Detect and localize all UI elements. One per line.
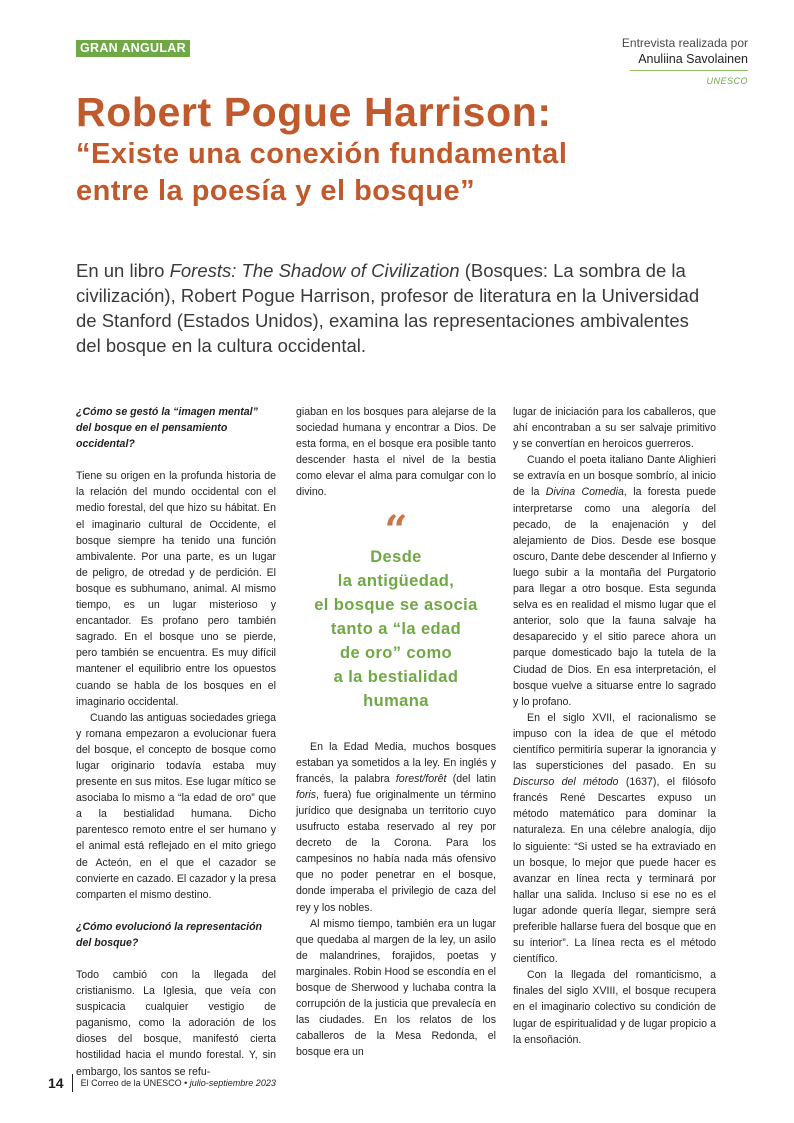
issue-date: julio-septiembre 2023 bbox=[189, 1078, 276, 1088]
column-3 bbox=[513, 404, 716, 1048]
pull-quote-line: la antigüedad, bbox=[337, 571, 455, 590]
text-run: , fuera) fue originalmente un término jurídico que designaba un territorio cuyo usufructo estaba reservado al rey por decreto de la Corona. Para los campesinos no había nada más ofensivo que no poder penetrar en el bosque, donde imperaba el privilegio de caza del rey y los nobles. bbox=[296, 788, 496, 914]
quote-mark-icon: “ bbox=[384, 506, 408, 554]
lede-text-1: En un libro bbox=[76, 260, 170, 281]
pull-quote-line: a la bestialidad bbox=[333, 667, 459, 686]
paragraph: giaban en los bosques para alejarse de la sociedad humana y encontrar a Dios. De esta forma, en el bosque era posible tanto descender hasta el nivel de la bestia como elevar el alma para comulgar con lo divino. bbox=[296, 406, 496, 499]
text-run: En la Edad Media, muchos bosques estaban ya sometidos a la ley. En inglés y francés, la palabra bbox=[296, 740, 496, 785]
paragraph: Todo cambió con la llegada del cristianismo. La Iglesia, que veía con suspicacia cualquier vestigio de paganismo, como la adoración de los dioses del bosque, manifestó cierta hostilidad hacia el mundo forestal. Y, sin embargo, los santos se refu- bbox=[76, 969, 276, 1078]
interview-question: ¿Cómo se gestó la “imagen mental” del bosque en el pensamiento occidental? bbox=[76, 406, 258, 451]
footer-divider bbox=[72, 1074, 73, 1092]
emphasis: Divina Comedia bbox=[545, 486, 624, 499]
column-1 bbox=[76, 404, 276, 1080]
text-run: (1637), el filósofo francés René Descartes expuso un método matemático para dominar la naturaleza. En una célebre analogía, dijo lo siguiente: “Si usted se ha extraviado en un bosque, lo mejor que puede hacer es avanzar en línea recta y terminará por hallar una salida. Incluso si ese no es el lugar adonde quería llegar, siempre será preferible hallarse fuera del bosque que en su interior”. La línea recta es el método científico. bbox=[513, 776, 716, 966]
title-main: Robert Pogue Harrison: bbox=[76, 89, 552, 135]
page-number: 14 bbox=[48, 1075, 64, 1091]
paragraph bbox=[296, 739, 496, 916]
paragraph: Tiene su origen en la profunda historia de la relación del mundo occidental con el medio forestal, del que hizo su hábitat. En el imaginario cultural de Occidente, el bosque siempre ha tenido una función ambivalente. Por una parte, es un lugar de peligro, de otredad y de perdición. El bosque es subhumano, animal. Al mismo tiempo, es un lugar misterioso y encantador. Es profano pero también sagrado. En el bosque uno se pierde, pero también se encuentra. Es muy difícil mantener el equilibrio entre los opuestos cuando se habla de los bosques en el imaginario occidental. bbox=[76, 470, 276, 708]
lede-text-2: (Bosques: La sombra de la civilización), Robert Pogue Harrison, profesor de literatura en la Universidad de Stanford (Estados Unidos), examina las representaciones ambivalentes del bosque en la cultura occidental. bbox=[76, 260, 700, 356]
byline bbox=[622, 36, 748, 86]
section-tag: GRAN ANGULAR bbox=[76, 40, 190, 57]
byline-prefix: Entrevista realizada por bbox=[621, 36, 748, 50]
paragraph bbox=[513, 710, 716, 968]
title-sub-line-1: “Existe una conexión fundamental bbox=[76, 138, 568, 170]
page-footer bbox=[48, 1074, 276, 1092]
column-2 bbox=[296, 404, 496, 1060]
pull-quote bbox=[296, 506, 496, 713]
byline-organization: UNESCO bbox=[706, 76, 748, 86]
bullet-separator: • bbox=[181, 1078, 190, 1088]
pull-quote-line: el bosque se asocia bbox=[314, 595, 478, 614]
pull-quote-line: tanto a “la edad bbox=[330, 619, 462, 638]
paragraph bbox=[513, 452, 716, 710]
title-sub-line-2: entre la poesía y el bosque” bbox=[76, 175, 476, 207]
paragraph: lugar de iniciación para los caballeros, que ahí encontraban a su ser salvaje primitivo y se convertían en heroicos guerreros. bbox=[513, 406, 716, 451]
footer-publication bbox=[81, 1078, 276, 1088]
paragraph: Con la llegada del romanticismo, a finales del siglo XVIII, el bosque recupera en el imaginario colectivo su condición de lugar de espiritualidad y de lugar propicio a la ensoñación. bbox=[513, 969, 716, 1046]
interview-question: ¿Cómo evolucionó la representación del bosque? bbox=[76, 920, 263, 949]
text-run: , la foresta puede interpretarse como una alegoría del pecado, de la enajenación y del alejamiento de Dios. Desde ese bosque oscuro, Dante debe descender al Infierno y luego subir a la montaña del Purgatorio para llegar a otro bosque. Esta segunda selva es en realidad el mismo lugar que el anterior, solo que la fauna salvaje ha desaparecido y el sitio parece ahora un parque domesticado bajo la tutela de la Ciudad de Dios. En esa interpretación, el bosque vuelve a situarse entre lo sagrado y lo profano. bbox=[513, 486, 716, 708]
emphasis: Discurso del método bbox=[513, 776, 619, 789]
article-title bbox=[76, 88, 766, 210]
lede-paragraph bbox=[76, 258, 716, 358]
pull-quote-line: Desde bbox=[370, 547, 422, 566]
text-run: Cuando el poeta italiano Dante Alighieri se extravía en un bosque sombrío, al inicio de la bbox=[513, 454, 716, 499]
pull-quote-line: de oro” como bbox=[339, 643, 453, 662]
paragraph: Al mismo tiempo, también era un lugar que quedaba al margen de la ley, un asilo de malandrines, forajidos, poetas y marginales. Robin Hood se escondía en el bosque de Sherwood y luchaba contra la corrupción de la justicia que prevalecía en las ciudades. En los relatos de los caballeros de la Mesa Redonda, el bosque era un bbox=[296, 917, 496, 1059]
text-run: En el siglo XVII, el racionalismo se impuso con la idea de que el método científico permitiría superar la ignorancia y las supersticiones del pasado. En su bbox=[513, 711, 716, 773]
text-run: (del latin bbox=[446, 772, 496, 785]
emphasis: foris bbox=[296, 788, 317, 801]
publication-name: El Correo de la UNESCO bbox=[80, 1078, 182, 1088]
pull-quote-line: humana bbox=[363, 691, 429, 710]
lede-book-title: Forests: The Shadow of Civilization bbox=[169, 260, 460, 281]
paragraph: Cuando las antiguas sociedades griega y romana empezaron a evolucionar fuera del bosque, el concepto de bosque como lugar originario todavía estaba muy presente en sus mitos. Ese lugar mítico se asociaba lo mismo a “la edad de oro” que a la bestialidad humana. Dicho parentesco remoto entre el ser humano y el animal está reflejado en el mito griego de Acteón, en el que el cazador se convierte en cazado. El cazador y la presa comparten el mismo destino. bbox=[76, 711, 276, 901]
byline-divider bbox=[630, 70, 748, 71]
emphasis: forest/forêt bbox=[395, 772, 447, 785]
byline-author: Anuliina Savolainen bbox=[638, 52, 748, 66]
